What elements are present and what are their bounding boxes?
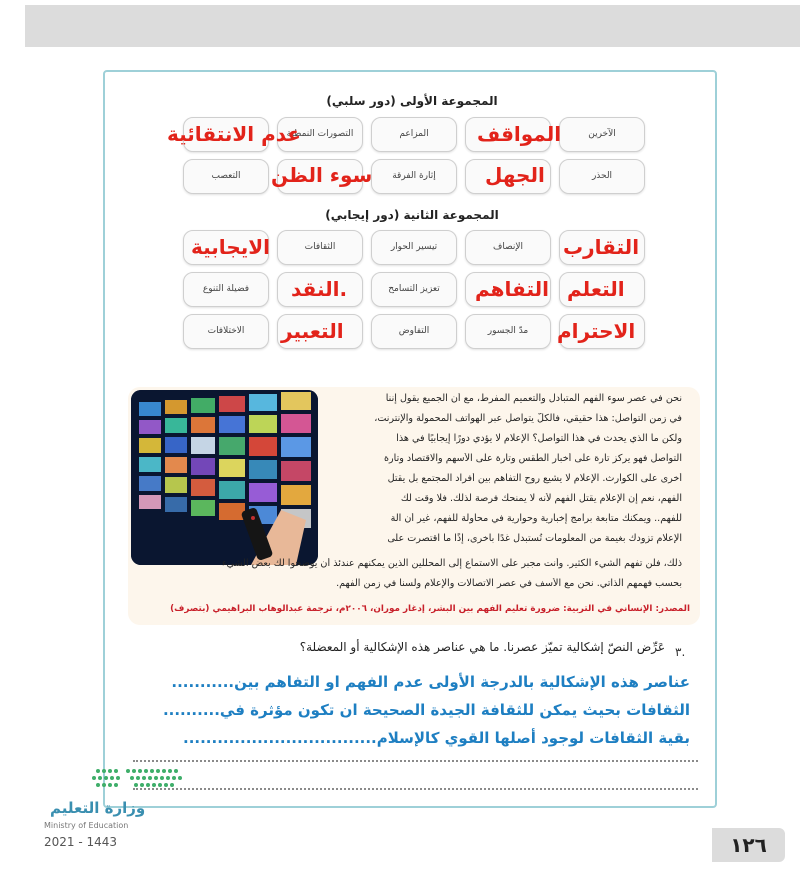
pill-g2-r3-5: الاختلافات <box>183 314 269 349</box>
pill-g2-r2-3: تعزيز التسامح <box>371 272 457 307</box>
red-word-taqarub: التقارب <box>563 235 640 259</box>
passage-line-2: في زمن التواصل: هذا حقيقي، فالكلُّ يتواصل عبر الهواتف المحمولة والإنترنت، <box>374 413 682 424</box>
passage-source: المصدر: الإنساني في التربية: ضرورة تعليم الفهم بين البشر، إدغار موران، ٢٠٠٦م، ترجمة عبدالوهاب البراهيمي (بتصرف) <box>170 604 690 614</box>
edition-year: 2021 - 1443 <box>44 835 118 849</box>
passage-line-3: ولكن ما الذي يحدث في هذا التواصل؟ الإعلام لا يؤدي دورًا إيجابيًا في هذا <box>396 433 682 444</box>
top-header-bar <box>25 5 800 47</box>
answer-line-3[interactable]: بقية الثقافات لوجود أصلها القوي كالإسلام.................................. <box>183 729 690 747</box>
answer-line-2[interactable]: الثقافات بحيث يمكن للثقافة الجيدة الصحيحة ان تكون مؤثرة في.......... <box>162 701 690 719</box>
red-word-tabir: التعبير <box>281 319 344 343</box>
pill-g2-r3-3: التفاوض <box>371 314 457 349</box>
pill-g1-r2-5: التعصب <box>183 159 269 194</box>
passage-line-9: ذلك، فلن تفهم الشيء الكثير. وأنت مجبر على الاستماع إلى المحلّلين الذين يمكنهم عندئذ أن يوضحوا لك بعض الشيء <box>221 558 682 569</box>
red-word-adam-intiqaiya: عدم الانتقائية <box>167 122 301 146</box>
tv-wall-icon <box>131 390 318 565</box>
passage-line-7: للفهم.. ويمكنك متابعة برامج إخبارية وحوارية في محاولة للفهم، غير أن آلة <box>390 513 682 524</box>
passage-line-4: التواصل فهو يركز تارة على أخبار الطقس وتارة على الأسهم والاقتصاد وتارة <box>383 453 682 464</box>
red-word-tafahum: التفاهم <box>475 277 549 301</box>
pill-g2-r2-5: فضيلة التنوع <box>183 272 269 307</box>
pill-g2-r1-3: تيسير الحوار <box>371 230 457 265</box>
question-number: ٣. <box>675 645 686 659</box>
red-word-ihtiram: الاحترام <box>557 319 636 343</box>
passage-line-8: الإعلام تزودك بغيمة من المعلومات تُستبدل غدًا بأخرى، إذًا ما اقتصرت على <box>387 533 682 544</box>
ministry-dots-icon <box>88 765 188 799</box>
red-word-taallum: التعلم <box>567 277 625 301</box>
passage-line-5: أخرى على الكوارث. الإعلام لا يشيع روح التفاهم بين أفراد المجتمع بل يقتل <box>387 473 682 484</box>
question-text: عَرِّض النصّ إشكالية تميّز عصرنا. ما هي عناصر هذه الإشكالية أو المعضلة؟ <box>299 640 665 654</box>
red-word-suu-alzan: سوء الظن <box>271 163 373 187</box>
empty-answer-line-1[interactable] <box>133 760 698 762</box>
pill-g1-r1-3: المزاعم <box>371 117 457 152</box>
red-word-ijabiya: الايجابية <box>191 235 270 259</box>
pill-g1-r1-1: الآخرين <box>559 117 645 152</box>
pill-g2-r1-2: الإنصاف <box>465 230 551 265</box>
pill-g2-r1-4: الثقافات <box>277 230 363 265</box>
ministry-logo <box>44 765 220 875</box>
ministry-arabic-name: وزارة التعليم <box>50 799 146 817</box>
pill-g1-r2-3: إثارة الفرقة <box>371 159 457 194</box>
red-word-mawaqif: المواقف <box>477 122 562 146</box>
passage-line-1: نحن في عصر سوء الفهم المتبادل والتعميم المفرط، مع أن الجميع يقول إننا <box>385 393 682 404</box>
group1-title: المجموعة الأولى (دور سلبي) <box>326 94 498 108</box>
passage-line-10: بحسب فهمهم الذاتي. نحن مع الأسف في عصر الاتصالات والإعلام ولسنا في زمن الفهم. <box>336 578 682 589</box>
pill-g1-r1-4: التصورات النمطية <box>277 117 363 152</box>
red-word-jahl: الجهل <box>485 163 545 187</box>
passage-line-6: الفهم، نعم إن الإعلام يقتل الفهم لأنه لا يمنحك فرصة لذلك. فلا وقت لك <box>400 493 682 504</box>
pill-g1-r2-1: الحذر <box>559 159 645 194</box>
tv-screens-image <box>131 390 318 565</box>
page-number: ١٢٦ <box>712 828 785 862</box>
pill-g2-r3-2: مدّ الجسور <box>465 314 551 349</box>
group2-title: المجموعة الثانية (دور إيجابي) <box>325 208 499 222</box>
ministry-english-name: Ministry of Education <box>44 821 129 830</box>
answer-line-1[interactable]: عناصر هذه الإشكالية بالدرجة الأولى عدم الفهم او التفاهم بين........... <box>171 673 690 691</box>
red-word-naqd: .النقد <box>291 277 348 301</box>
